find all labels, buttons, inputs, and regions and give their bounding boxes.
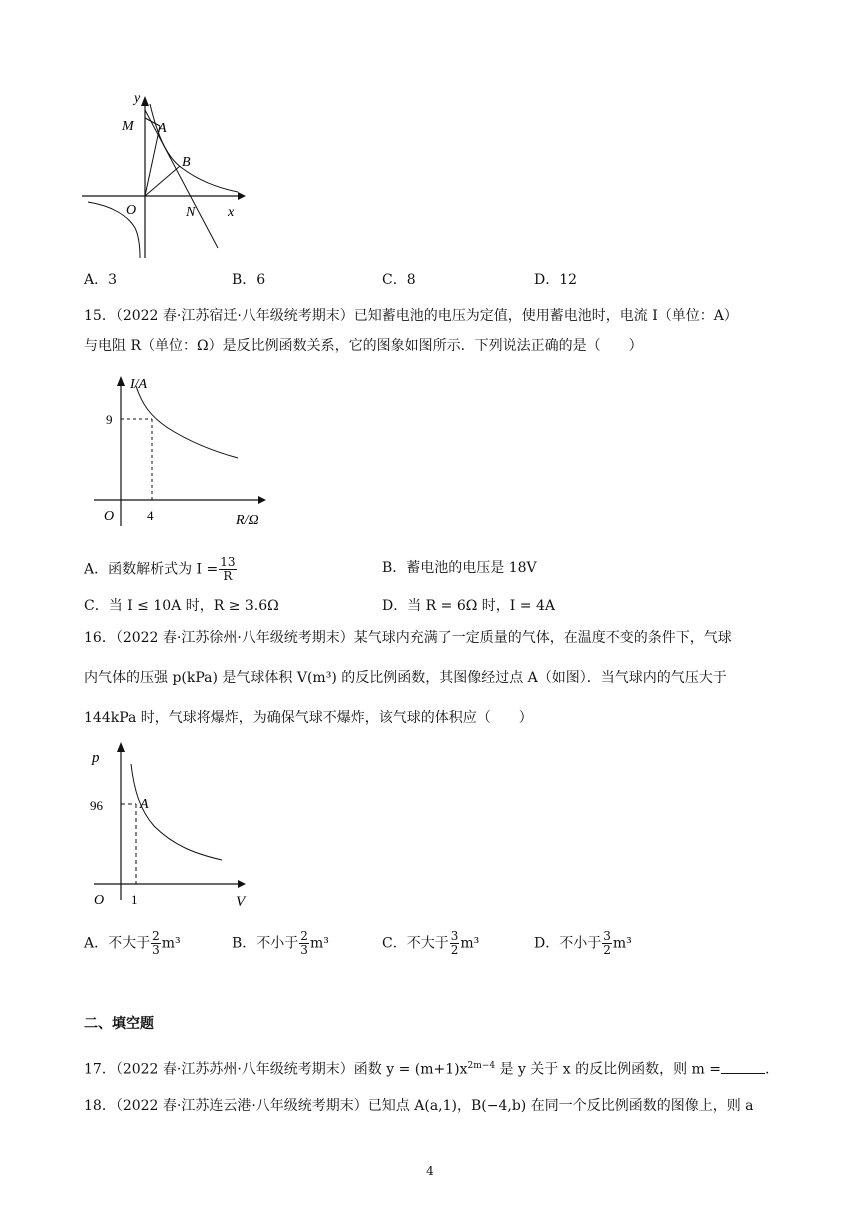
label-o: O (94, 893, 105, 908)
tick-x: 1 (131, 892, 138, 907)
q15-option-a (84, 556, 238, 583)
unit: m³ (460, 935, 480, 952)
label-y: p (92, 750, 100, 766)
q17-text-after: 是 y 关于 x 的反比例函数，则 m = (495, 1061, 722, 1078)
label-x: V (236, 894, 246, 910)
frac-den: 3 (152, 943, 160, 957)
q15-option-a-prefix: A．函数解析式为 I = (84, 561, 219, 578)
q16-option-a-prefix: A．不大于 (84, 935, 151, 952)
label-o: O (104, 509, 115, 524)
q14-option-a: A．3 (84, 272, 118, 288)
tick-y: 9 (106, 412, 113, 427)
q14-option-c: C．8 (382, 272, 416, 288)
label-x: R/Ω (236, 513, 259, 528)
q17-exponent: 2m−4 (467, 1061, 496, 1071)
q14-figure (78, 88, 248, 264)
q16-text-line2: 内气体的压强 p(kPa) 是气球体积 V(m³) 的反比例函数，其图像经过点 A（如图）．当气球内的气压大于 (84, 670, 727, 686)
frac-den: R (223, 569, 233, 583)
q15-figure (86, 366, 286, 534)
q16-text-line1: 16．（2022 春·江苏徐州·八年级统考期末）某气球内充满了一定质量的气体，在温度不变的条件下，气球 (84, 630, 732, 646)
fraction (299, 930, 309, 957)
frac-num: 13 (220, 555, 236, 569)
label-y: y (134, 91, 141, 106)
y-axis-arrow (117, 742, 125, 752)
frac-num: 2 (300, 929, 308, 943)
hyperbola-branch-q1 (150, 104, 238, 192)
label-o: O (126, 203, 137, 218)
tick-y: 96 (90, 798, 103, 813)
q16-option-b (232, 930, 329, 957)
section-title: 二、填空题 (84, 1016, 154, 1032)
unit: m³ (309, 935, 329, 952)
fraction (602, 930, 612, 957)
answer-blank[interactable] (721, 1059, 765, 1074)
q16-figure (88, 740, 258, 910)
q14-option-b: B．6 (232, 272, 266, 288)
label-y: I/A (130, 377, 148, 392)
q15-option-b: B．蓄电池的电压是 18V (382, 560, 537, 576)
q15-option-c: C．当 I ≤ 10A 时，R ≥ 3.6Ω (84, 598, 279, 614)
unit: m³ (161, 935, 181, 952)
page-number: 4 (426, 1164, 434, 1178)
frac-num: 3 (603, 929, 611, 943)
q16-option-b-prefix: B．不小于 (232, 935, 299, 952)
label-x: x (228, 205, 235, 220)
tick-x: 4 (147, 508, 154, 523)
frac-num: 2 (152, 929, 160, 943)
label-m: M (122, 119, 134, 134)
inverse-curve (131, 764, 222, 860)
label-a: A (158, 121, 167, 136)
q15-text-line2: 与电阻 R（单位：Ω）是反比例函数关系，它的图象如图所示．下列说法正确的是（ ） (84, 338, 643, 354)
q16-text-line3: 144kPa 时，气球将爆炸，为确保气球不爆炸，该气球的体积应（ ） (84, 710, 533, 726)
unit: m³ (612, 935, 632, 952)
q18-text: 18．（2022 春·江苏连云港·八年级统考期末）已知点 A(a,1)，B(−4,b) 在同一个反比例函数的图像上，则 a (84, 1098, 754, 1114)
fraction (151, 930, 161, 957)
label-b: B (182, 155, 191, 170)
y-axis-arrow (117, 376, 125, 386)
label-n: N (186, 205, 196, 220)
q15-option-d: D．当 R = 6Ω 时，I = 4A (382, 598, 555, 614)
q17-text-before: 17．（2022 春·江苏苏州·八年级统考期末）函数 y = (m+1)x (84, 1061, 468, 1078)
line-mn (145, 110, 218, 248)
label-point-a: A (140, 797, 149, 812)
y-axis-arrow (141, 96, 149, 106)
frac-den: 2 (450, 943, 459, 957)
q15-option-a-fraction (219, 556, 236, 583)
q15-text-line1: 15．（2022 春·江苏宿迁·八年级统考期末）已知蓄电池的电压为定值，使用蓄电池时，电流 I（单位：A） (84, 308, 738, 324)
q16-option-c-prefix: C．不大于 (382, 935, 449, 952)
frac-den: 2 (603, 943, 611, 957)
fraction (450, 930, 460, 957)
x-axis-arrow (238, 880, 246, 888)
q14-option-d: D．12 (534, 272, 578, 288)
x-axis-arrow (238, 192, 246, 200)
q16-option-c (382, 930, 479, 957)
q16-option-d-prefix: D．不小于 (534, 935, 602, 952)
q17-end: . (765, 1061, 770, 1078)
frac-num: 3 (450, 929, 459, 943)
q16-option-d (534, 930, 632, 957)
q17-text (84, 1056, 780, 1080)
q16-option-a (84, 930, 181, 957)
x-axis-arrow (258, 496, 266, 504)
inverse-curve (136, 386, 238, 458)
frac-den: 3 (300, 943, 308, 957)
